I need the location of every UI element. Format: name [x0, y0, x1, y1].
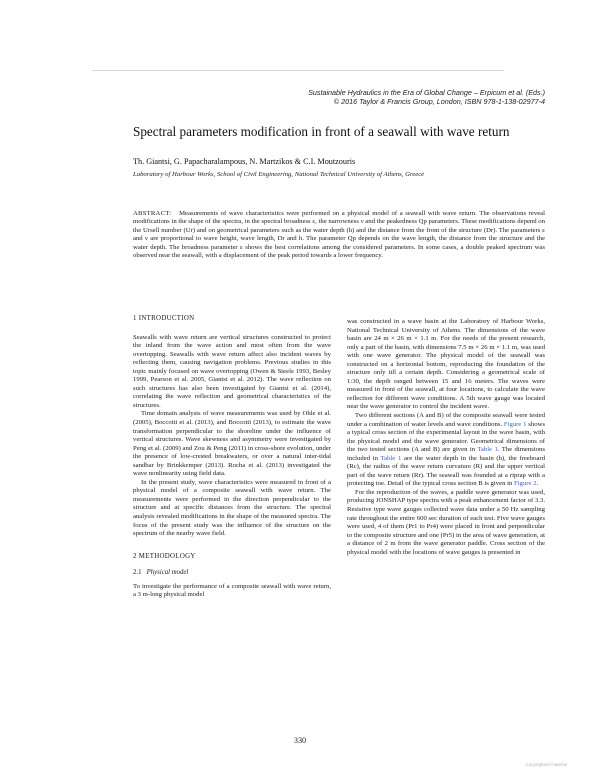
para2-text-a: Two different sections (A and B) of the composite seawall were tested under a combination of water levels and wave conditions. [347, 412, 545, 428]
intro-paragraph-3: In the present study, wave characteristics were measured in front of a physical model of a composite seawall with wave return. The measurements were performed in the direction perpendicular to the structure and at specific distances from the structure. The spectral analysis revealed modifications in the shape of the measured spectra. The focus of the present study was the influence of the structure on the spectrum of the nearby wave field. [133, 478, 331, 538]
model-paragraph-2 [347, 412, 545, 489]
table-1-link[interactable]: Table 1 [477, 446, 498, 454]
header-line-2: © 2016 Taylor & Francis Group, London, ISBN 978-1-138-02977-4 [333, 97, 545, 107]
intro-paragraph-2: Time domain analysis of wave measurements was used by Ohle et al. (2005), Boccotti et al. (2013), and Boccotti (2013), to estimate the wave transformation perpendicular to the shoreline under the influence of vertical structures. Wave skewness and asymmetry were investigated by Peng et al. (2009) and Zou & Peng (2011) in cross-shore evolution, under the presence of low-crested breakwaters, or over a natural inter-tidal sandbar by Brinkkemper (2013). Rocha et al. (2013) investigated the wave nonlinearity using field data. [133, 410, 331, 478]
section-heading-methodology: 2 METHODOLOGY [133, 552, 196, 560]
subsection-number: 2.1 [133, 569, 142, 577]
model-paragraph-3: For the reproduction of the waves, a paddle wave generator was used, producing JONSHAP type spectra with a peak enhancement factor of 3.3. Resistive type wave gauges collected wave data under a 50 Hz sampling rate throughout the entire 600 sec duration of each test. Five wave gauges were used, 4 of them (Pr1 to Pr4) were placed in front and perpendicular to the composite structure and one (Pr5) in the area of wave generation, at a distance of 2 m from the wave generator paddle. Cross section of the physical model with the locations of wave gauges is presented in [347, 488, 545, 556]
subsection-heading [133, 569, 331, 578]
header-line-1: Sustainable Hydraulics in the Era of Global Change – Erpicum et al. (Eds.) [308, 88, 545, 97]
methodology-paragraph-1: To investigate the performance of a composite seawall with wave return, a 3 m-long physical model [133, 582, 331, 599]
subsection-title: Physical model [146, 569, 189, 577]
right-column [347, 318, 545, 557]
abstract [133, 210, 545, 261]
page-number: 330 [293, 736, 307, 745]
para2-text-e: . [536, 480, 539, 488]
para2-text-d: are the water depth in the basin (h), the freeboard (Rc), the radius of the wave return curvature (R) and the upper vertical part of the wave return (Rr). The seawall was founded at a riprap with a protecting toe. Detail of the typical cross section B is given in [347, 454, 545, 488]
author-list: Th. Giantsi, G. Papacharalampous, N. Martzikos & C.I. Moutzouris [133, 157, 356, 166]
abstract-label: ABSTRACT: [133, 210, 172, 217]
model-paragraph-1: was constructed in a wave basin at the Laboratory of Harbour Works, National Technical University of Athens. The dimensions of the wave basin are 24 m × 26 m × 1.1 m. For the needs of the present research, only a part of the basin, with dimensions 7.5 m × 26 m × 1.1 m, was used with one wave generator. The physical model of the seawall was constructed on a horizontal bottom, reproducing the foundation of the structure only till a certain depth. Considering a geometrical scale of 1:30, the depth ranged between 15 and 16 meters. The waves were measured in front of the seawall, at four locations, to calculate the wave reflection for different wave conditions. A 5th wave gauge was located near the wave generator to control the incident wave. [347, 318, 545, 411]
paper-title: Spectral parameters modification in front of a seawall with wave return [133, 124, 510, 139]
figure-2-link[interactable]: Figure 2 [513, 480, 537, 488]
left-column [133, 315, 331, 600]
para2-text-c: . The dimensions included in [347, 446, 545, 462]
intro-paragraph-1: Seawalls with wave return are vertical structures constructed to protect the inland from the wave action and most often from the wave overtopping. Seawalls with wave return affect also incident waves by reflecting them, causing navigation problems. Previous studies in this topic mainly focused on wave overtopping (Owen & Steele 1993, Besley 1999, Pearson et al. 2005, Giantsi et al. 2012). The wave reflection on such structures has also been investigated by Giantsi et al. (2014), correlating the wave reflection and geometrical characteristics of the structures. [133, 333, 331, 409]
running-header [125, 88, 545, 106]
figure-1-link[interactable]: Figure 1 [503, 420, 527, 428]
section-heading-introduction: 1 INTRODUCTION [133, 315, 195, 322]
affiliation: Laboratory of Harbour Works, School of Civil Engineering, National Technical University of Athens, Greece [133, 171, 425, 178]
copyright-watermark: Copyrighted material [525, 762, 567, 767]
top-divider [92, 70, 504, 71]
abstract-text: Measurements of wave characteristics were performed on a physical model of a seawall with wave return. The observations reveal modifications in the shape of the spectra, in the spectral broadness ε, the narrowness ν and the peakedness Qp parameters. These modifications depend on the Ursell number (Ur) and on geometrical parameters such as the water depth (h) and the distance from the front of the structure (Dr). The parameters ε and ν are proportional to wave height, wave length, Dr and h. The parameter Qp depends on the wave length, the distance from the structure and the water depth. The broadness parameter ε shows the best correlations among the considered parameters. In some cases, a double peaked spectrum was observed near the seawall, with a displacement of the peak period towards a lower frequency. [133, 210, 545, 260]
table-1-link-2[interactable]: Table 1 [380, 454, 402, 462]
para2-text-b: shows a typical cross section of the experimental layout in the wave basin, with the physical model and the wave generator. Geometrical dimensions of the two tested sections (A and B) are given in [347, 420, 546, 454]
